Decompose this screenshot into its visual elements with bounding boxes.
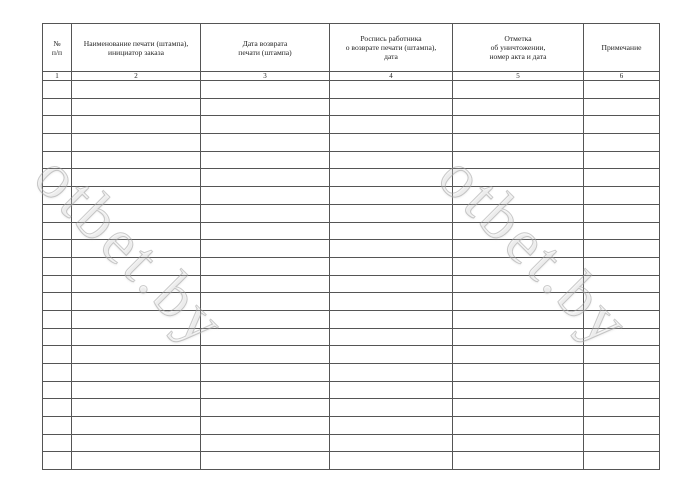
table-cell[interactable] [201,204,330,222]
table-cell[interactable] [72,310,201,328]
table-cell[interactable] [584,116,660,134]
table-cell[interactable] [201,240,330,258]
table-cell[interactable] [72,399,201,417]
table-row [43,346,660,364]
table-cell[interactable] [453,134,584,152]
header-row [43,24,660,72]
table-cell[interactable] [72,257,201,275]
table-cell[interactable] [584,134,660,152]
table-cell[interactable] [330,364,453,382]
table-cell[interactable] [584,399,660,417]
table-cell[interactable] [330,417,453,435]
table-cell[interactable] [584,417,660,435]
table-row [43,452,660,470]
header-note: Примечание [584,24,660,72]
table-row [43,81,660,99]
column-number: 6 [584,72,660,81]
table-cell[interactable] [330,222,453,240]
table-cell[interactable] [453,116,584,134]
table-cell[interactable] [330,434,453,452]
table-cell[interactable] [43,257,72,275]
table-cell[interactable] [330,310,453,328]
column-number: 2 [72,72,201,81]
table-cell[interactable] [453,222,584,240]
table-cell[interactable] [43,151,72,169]
table-cell[interactable] [72,81,201,99]
table-cell[interactable] [201,275,330,293]
table-cell[interactable] [72,381,201,399]
table-cell[interactable] [201,328,330,346]
table-cell[interactable] [584,346,660,364]
table-cell[interactable] [453,328,584,346]
table-cell[interactable] [72,328,201,346]
table-cell[interactable] [43,134,72,152]
column-number: 1 [43,72,72,81]
column-number-row [43,72,660,81]
table-cell[interactable] [453,364,584,382]
table-cell[interactable] [584,434,660,452]
table-cell[interactable] [453,151,584,169]
table-cell[interactable] [330,275,453,293]
table-cell[interactable] [43,417,72,435]
table-cell[interactable] [72,452,201,470]
table-cell[interactable] [330,169,453,187]
table-cell[interactable] [453,98,584,116]
table-cell[interactable] [453,452,584,470]
table-row [43,293,660,311]
table-cell[interactable] [453,310,584,328]
table-cell[interactable] [584,328,660,346]
table-row [43,134,660,152]
table-cell[interactable] [43,328,72,346]
table-cell[interactable] [201,187,330,205]
table-cell[interactable] [584,187,660,205]
table-cell[interactable] [330,81,453,99]
table-cell[interactable] [330,240,453,258]
table-cell[interactable] [201,381,330,399]
table-cell[interactable] [453,293,584,311]
header-stamp-name: Наименование печати (штампа), инициатор заказа [72,24,201,72]
table-row [43,240,660,258]
table-cell[interactable] [201,222,330,240]
column-number: 3 [201,72,330,81]
table-cell[interactable] [43,187,72,205]
table-cell[interactable] [453,169,584,187]
table-cell[interactable] [584,364,660,382]
table-cell[interactable] [453,399,584,417]
table-cell[interactable] [584,452,660,470]
table-row [43,434,660,452]
table-cell[interactable] [584,81,660,99]
table-cell[interactable] [72,169,201,187]
table-cell[interactable] [201,399,330,417]
journal-body [43,81,660,470]
table-cell[interactable] [201,81,330,99]
table-cell[interactable] [43,364,72,382]
table-cell[interactable] [43,169,72,187]
table-cell[interactable] [72,98,201,116]
table-cell[interactable] [201,364,330,382]
table-cell[interactable] [330,381,453,399]
table-cell[interactable] [43,434,72,452]
table-row [43,151,660,169]
table-cell[interactable] [330,151,453,169]
table-cell[interactable] [584,310,660,328]
table-cell[interactable] [330,346,453,364]
table-cell[interactable] [584,240,660,258]
table-cell[interactable] [43,240,72,258]
table-cell[interactable] [330,204,453,222]
table-row [43,399,660,417]
table-cell[interactable] [330,399,453,417]
column-number: 4 [330,72,453,81]
table-cell[interactable] [72,364,201,382]
table-cell[interactable] [201,293,330,311]
table-cell[interactable] [43,275,72,293]
table-cell[interactable] [584,275,660,293]
table-row [43,364,660,382]
table-cell[interactable] [201,310,330,328]
table-cell[interactable] [72,134,201,152]
table-cell[interactable] [72,187,201,205]
table-cell[interactable] [43,81,72,99]
table-cell[interactable] [453,187,584,205]
table-cell[interactable] [453,275,584,293]
table-cell[interactable] [330,187,453,205]
table-cell[interactable] [43,98,72,116]
table-row [43,257,660,275]
table-cell[interactable] [330,134,453,152]
table-cell[interactable] [43,381,72,399]
table-cell[interactable] [72,434,201,452]
table-cell[interactable] [43,310,72,328]
header-employee-signature: Роспись работника о возврате печати (штампа), дата [330,24,453,72]
table-cell[interactable] [201,151,330,169]
table-cell[interactable] [201,417,330,435]
table-cell[interactable] [72,204,201,222]
table-cell[interactable] [72,417,201,435]
table-cell[interactable] [72,240,201,258]
table-cell[interactable] [330,116,453,134]
header-return-date: Дата возврата печати (штампа) [201,24,330,72]
table-cell[interactable] [201,169,330,187]
table-cell[interactable] [43,346,72,364]
table-cell[interactable] [453,417,584,435]
table-cell[interactable] [584,98,660,116]
table-cell[interactable] [584,222,660,240]
table-cell[interactable] [453,381,584,399]
table-cell[interactable] [43,222,72,240]
table-row [43,116,660,134]
table-row [43,328,660,346]
table-cell[interactable] [453,81,584,99]
table-cell[interactable] [330,328,453,346]
table-cell[interactable] [72,151,201,169]
watermark: otbet.by [21,140,241,361]
table-row [43,310,660,328]
column-number: 5 [453,72,584,81]
table-cell[interactable] [453,204,584,222]
journal-table [42,23,660,470]
table-cell[interactable] [201,434,330,452]
table-cell[interactable] [72,275,201,293]
table-row [43,204,660,222]
table-row [43,275,660,293]
table-row [43,222,660,240]
table-cell[interactable] [201,116,330,134]
header-destruction-mark: Отметка об уничтожении, номер акта и дата [453,24,584,72]
table-cell[interactable] [453,240,584,258]
table-cell[interactable] [201,452,330,470]
table-cell[interactable] [72,346,201,364]
table-cell[interactable] [453,434,584,452]
table-cell[interactable] [330,452,453,470]
table-row [43,187,660,205]
table-cell[interactable] [43,399,72,417]
table-cell[interactable] [584,257,660,275]
table-cell[interactable] [330,98,453,116]
header-number: № п/п [43,24,72,72]
table-cell[interactable] [201,257,330,275]
table-cell[interactable] [201,98,330,116]
table-cell[interactable] [584,169,660,187]
table-cell[interactable] [72,116,201,134]
table-cell[interactable] [584,151,660,169]
table-cell[interactable] [584,293,660,311]
table-cell[interactable] [453,346,584,364]
table-cell[interactable] [201,346,330,364]
table-cell[interactable] [330,293,453,311]
table-cell[interactable] [72,222,201,240]
table-cell[interactable] [43,293,72,311]
watermark: otbet.by [425,140,645,361]
table-cell[interactable] [72,293,201,311]
table-cell[interactable] [43,204,72,222]
table-cell[interactable] [584,381,660,399]
table-cell[interactable] [330,257,453,275]
table-row [43,381,660,399]
table-cell[interactable] [43,452,72,470]
table-row [43,417,660,435]
table-cell[interactable] [453,257,584,275]
table-cell[interactable] [201,134,330,152]
table-cell[interactable] [584,204,660,222]
table-row [43,98,660,116]
table-row [43,169,660,187]
table-cell[interactable] [43,116,72,134]
